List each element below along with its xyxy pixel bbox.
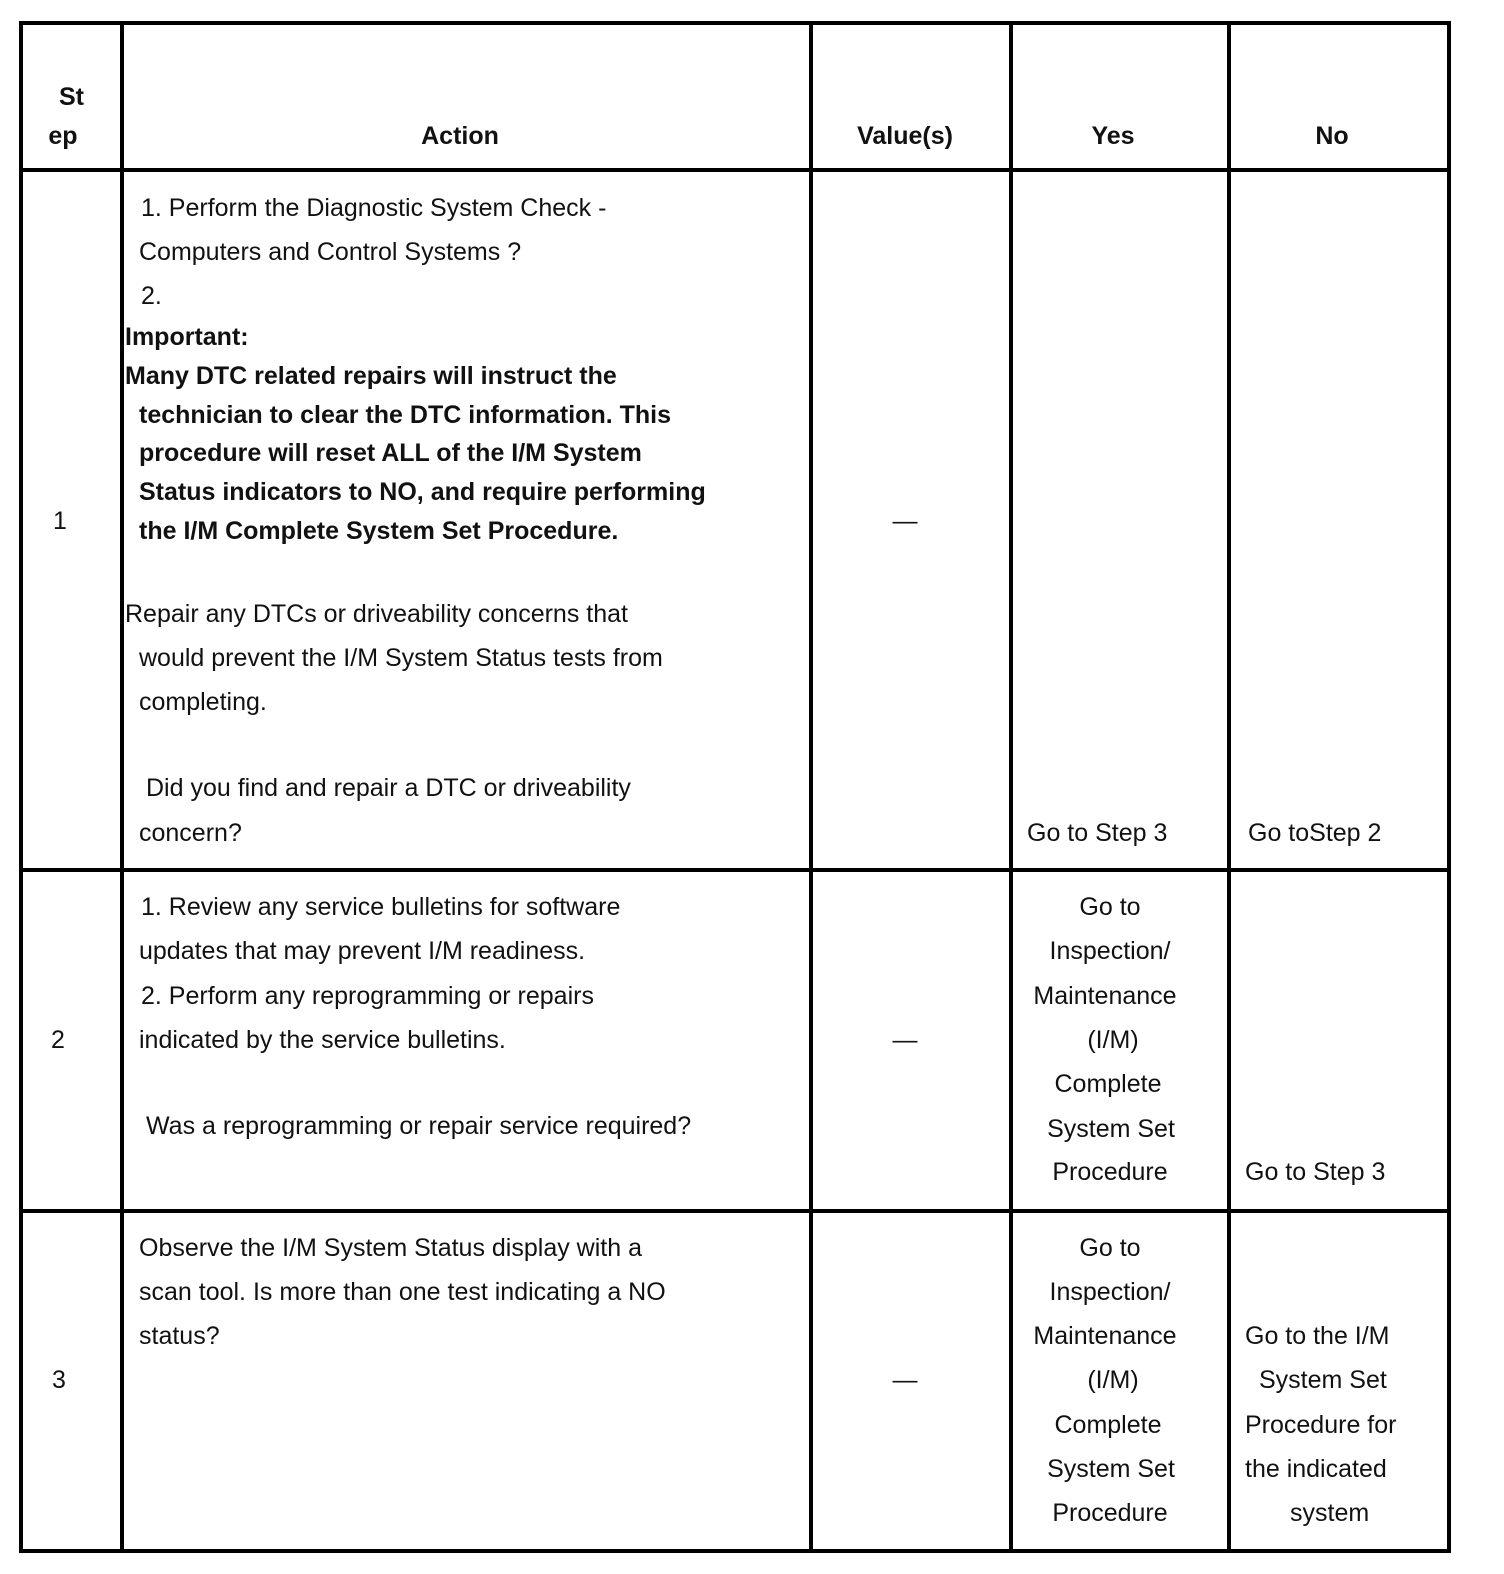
important-label: Important: (125, 323, 249, 351)
yes-line: (I/M) (1087, 1366, 1139, 1394)
action-line: 2. Perform any reprogramming or repairs (141, 982, 594, 1010)
action-line: completing. (139, 688, 267, 716)
action-question: concern? (139, 819, 242, 847)
col-divider-yes-no (1227, 21, 1231, 1553)
header-divider (19, 168, 1451, 172)
value-cell: — (892, 1026, 918, 1054)
yes-line: Maintenance (1033, 1322, 1177, 1350)
header-values: Value(s) (857, 122, 953, 150)
yes-line: System Set (1047, 1455, 1175, 1483)
row-divider-2 (19, 1209, 1451, 1213)
table-border-left (19, 21, 23, 1553)
value-cell: — (892, 507, 918, 535)
action-line: Computers and Control Systems ? (139, 238, 522, 266)
yes-line: Complete (1054, 1070, 1162, 1098)
yes-line: Maintenance (1033, 982, 1177, 1010)
action-line: Repair any DTCs or driveability concerns that (125, 600, 628, 628)
header-yes: Yes (1091, 122, 1135, 150)
value-cell: — (892, 1366, 918, 1394)
important-line: Many DTC related repairs will instruct the (125, 362, 617, 390)
action-line: Observe the I/M System Status display with a (139, 1234, 642, 1262)
action-line: status? (139, 1322, 220, 1350)
yes-line: Inspection/ (1049, 937, 1171, 965)
yes-cell: Go to Step 3 (1027, 819, 1168, 847)
no-line: the indicated (1245, 1455, 1387, 1483)
yes-line: Procedure (1052, 1499, 1168, 1527)
action-question: Was a reprogramming or repair service required? (146, 1112, 692, 1140)
action-line: updates that may prevent I/M readiness. (139, 937, 586, 965)
yes-line: Go to (1079, 1234, 1141, 1262)
action-question: Did you find and repair a DTC or driveability (146, 774, 631, 802)
action-line: 2. (141, 282, 162, 310)
no-line: Procedure for (1245, 1411, 1397, 1439)
action-line: 1. Review any service bulletins for software (141, 893, 621, 921)
table-border-right (1447, 21, 1451, 1553)
header-step-line1: St (59, 83, 84, 111)
header-no: No (1315, 122, 1349, 150)
yes-line: Procedure (1052, 1158, 1168, 1186)
yes-line: Go to (1079, 893, 1141, 921)
no-line: Go to the I/M (1245, 1322, 1390, 1350)
important-line: the I/M Complete System Set Procedure. (139, 517, 619, 545)
important-line: Status indicators to NO, and require performing (139, 478, 706, 506)
important-line: technician to clear the DTC information. This (139, 401, 672, 429)
header-action: Action (421, 122, 499, 150)
step-number: 1 (53, 507, 67, 535)
no-cell: Go toStep 2 (1248, 819, 1382, 847)
yes-line: Complete (1054, 1411, 1162, 1439)
yes-line: Inspection/ (1049, 1278, 1171, 1306)
important-line: procedure will reset ALL of the I/M System (139, 439, 642, 467)
action-line: would prevent the I/M System Status tests from (139, 644, 663, 672)
action-line: indicated by the service bulletins. (139, 1026, 506, 1054)
step-number: 2 (51, 1026, 65, 1054)
no-line: System Set (1259, 1366, 1387, 1394)
yes-line: System Set (1047, 1115, 1175, 1143)
step-number: 3 (52, 1366, 66, 1394)
action-line: 1. Perform the Diagnostic System Check - (141, 194, 607, 222)
no-cell: Go to Step 3 (1245, 1158, 1386, 1186)
col-divider-step-action (120, 21, 124, 1553)
no-line: system (1290, 1499, 1370, 1527)
table-border-top (19, 21, 1451, 25)
table-border-bottom (19, 1549, 1451, 1553)
action-line: scan tool. Is more than one test indicating a NO (139, 1278, 666, 1306)
col-divider-action-values (809, 21, 813, 1553)
row-divider-1 (19, 868, 1451, 872)
header-step-line2: ep (48, 122, 78, 150)
yes-line: (I/M) (1087, 1026, 1139, 1054)
